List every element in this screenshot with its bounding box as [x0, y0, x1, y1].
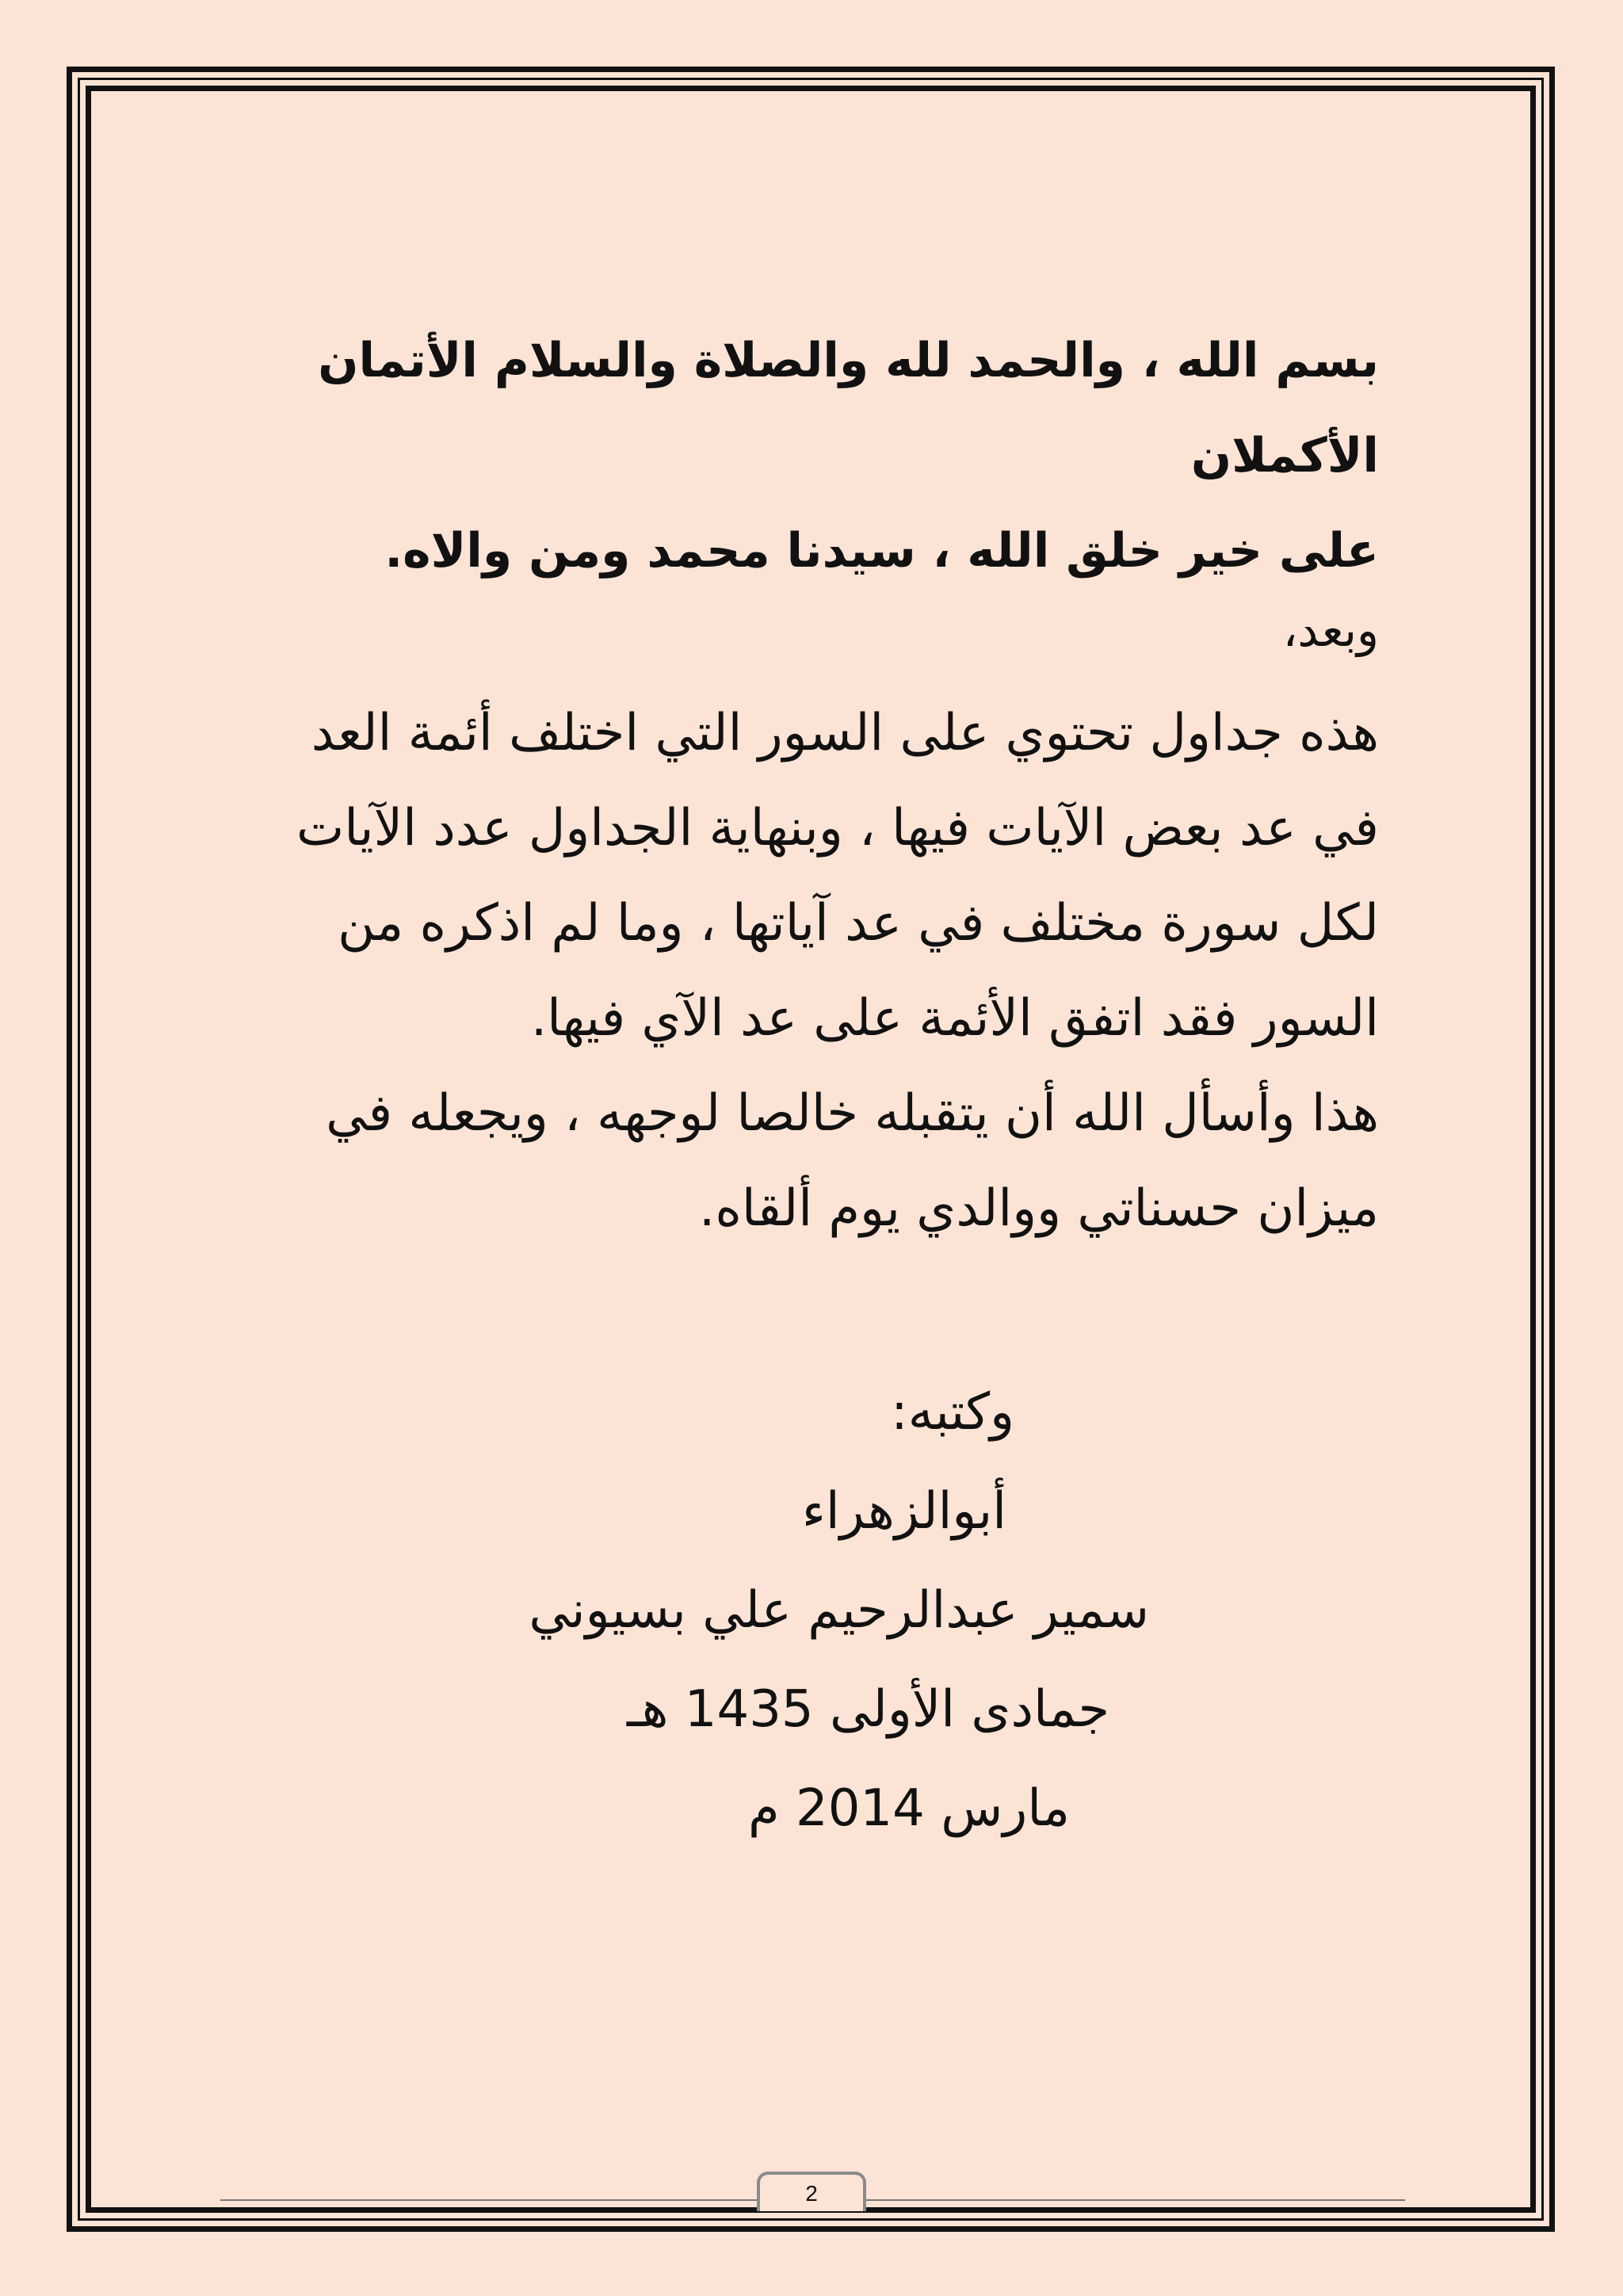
signature-hijri-date: جمادى الأولى 1435 هـ [626, 1680, 1109, 1739]
signature-gregorian-date: مارس 2014 م [748, 1779, 1070, 1838]
signature-name: سمير عبدالرحيم علي بسيوني [529, 1581, 1149, 1640]
body-paragraph-1: هذه جداول تحتوي على السور التي اختلف أئمة العد في عد بعض الآيات فيها ، وبنهاية الجداول عدد الآيات لكل سورة مختلف في عد آياتها ، وما لم اذكره من السور فقد اتفق الأئمة على عد الآي فيها. [296, 704, 1379, 1048]
page-number: 2 [757, 2172, 866, 2211]
signature-kunya: أبوالزهراء [801, 1482, 1006, 1541]
signature-block [317, 1363, 1149, 1859]
intro-wabad: وبعد، [1282, 603, 1379, 657]
body-paragraph-2: هذا وأسأل الله أن يتقبله خالصا لوجهه ، ويجعله في ميزان حسناتي ووالدي يوم ألقاه. [326, 1084, 1379, 1238]
intro-line-2: على خير خلق الله ، سيدنا محمد ومن والاه. [384, 523, 1379, 579]
signature-wrote: وكتبه: [891, 1383, 1014, 1442]
intro-line-1: بسم الله ، والحمد لله والصلاة والسلام الأتمان الأكملان [318, 333, 1379, 483]
page-content [238, 313, 1379, 1256]
intro-basmala [238, 313, 1379, 598]
